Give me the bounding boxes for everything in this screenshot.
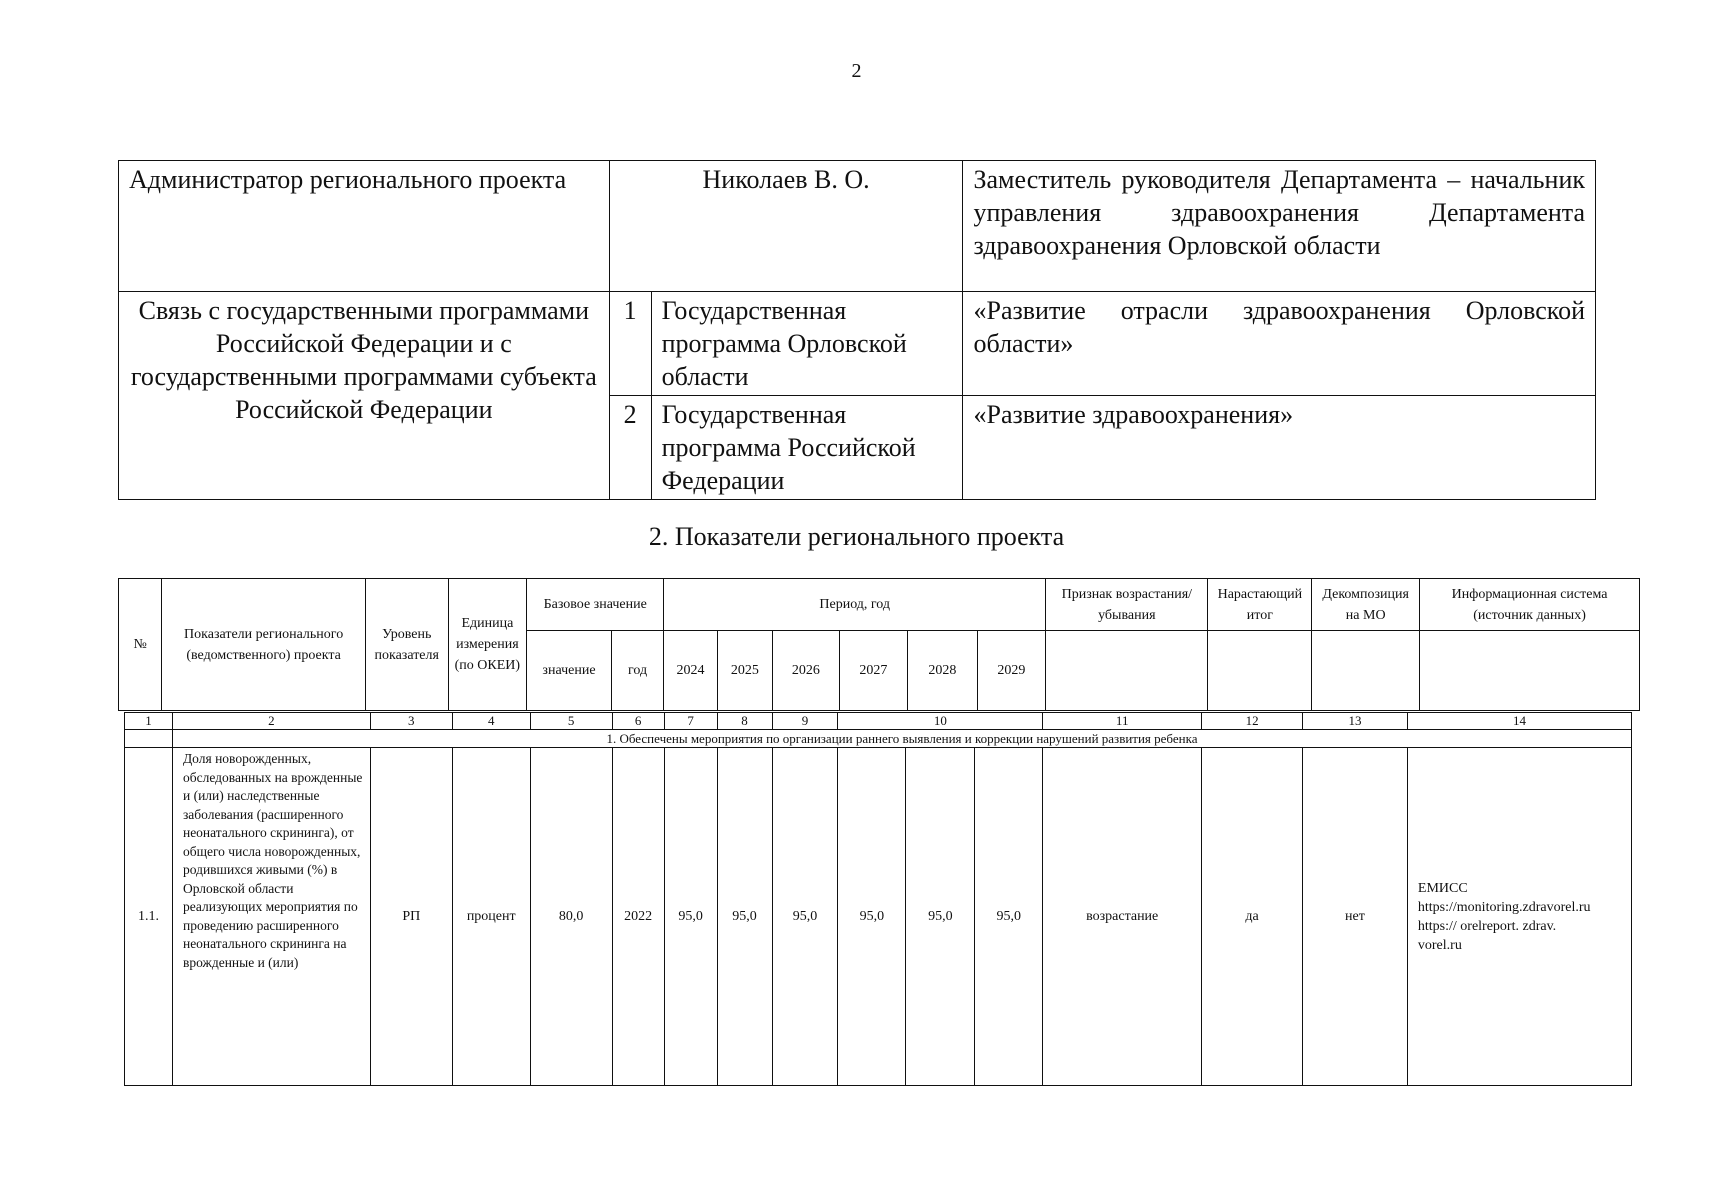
header-empty [1420, 631, 1640, 711]
header-empty [1208, 631, 1312, 711]
row-number: 1.1. [125, 748, 173, 1086]
header-growth-sign: Признак возрастания/убывания [1046, 579, 1208, 631]
column-number: 7 [664, 713, 717, 730]
program-type: Государственная программа Российской Федерации [651, 396, 963, 500]
project-info-table [118, 160, 1596, 500]
indicator-level: РП [370, 748, 452, 1086]
year-value: 95,0 [772, 748, 838, 1086]
year-value: 95,0 [906, 748, 975, 1086]
header-year: 2024 [664, 631, 717, 711]
header-empty [1312, 631, 1420, 711]
program-name: «Развитие здравоохранения» [963, 396, 1596, 500]
year-value: 95,0 [664, 748, 717, 1086]
indicators-body-table [124, 712, 1632, 1086]
column-number: 1 [125, 713, 173, 730]
admin-position: Заместитель руководителя Департамента – начальник управления здравоохранения Департамента здравоохранения Орловской области [963, 161, 1596, 292]
cumulative: да [1202, 748, 1303, 1086]
indicators-header-table [118, 578, 1640, 711]
column-number: 2 [172, 713, 370, 730]
program-type: Государственная программа Орловской области [651, 292, 963, 396]
column-number: 3 [370, 713, 452, 730]
column-number: 11 [1043, 713, 1202, 730]
section-title: 2. Показатели регионального проекта [648, 522, 1065, 551]
header-year: 2026 [773, 631, 840, 711]
column-number: 8 [717, 713, 772, 730]
links-label: Связь с государственными программами Российской Федерации и с государственными программами субъекта Российской Федерации [119, 292, 610, 500]
source-line: https:// orelreport. zdrav. [1417, 918, 1557, 934]
header-base-value-value: значение [527, 631, 612, 711]
header-year: 2027 [839, 631, 908, 711]
source-line: vorel.ru [1417, 937, 1462, 953]
year-value: 95,0 [975, 748, 1043, 1086]
header-year: 2025 [717, 631, 772, 711]
year-value: 95,0 [717, 748, 772, 1086]
indicator-name: Доля новорожденных, обследованных на врожденные и (или) наследственные заболевания (расширенного неонатального скрининга), от общего числа новорожденных, родившихся живыми (%) в Орловской области реализующих мероприятия по проведению расширенного неонатального скрининга на врожденные и (или) [172, 748, 370, 1086]
growth-sign: возрастание [1043, 748, 1202, 1086]
header-number: № [119, 579, 162, 711]
header-info-system: Информационная система (источник данных) [1420, 579, 1640, 631]
base-year: 2022 [612, 748, 664, 1086]
base-value: 80,0 [530, 748, 612, 1086]
header-level: Уровень показателя [365, 579, 448, 711]
header-unit: Единица измерения (по ОКЕИ) [448, 579, 527, 711]
header-year: 2028 [908, 631, 978, 711]
column-number: 10 [838, 713, 1043, 730]
header-base-value: Базовое значение [527, 579, 664, 631]
header-period: Период, год [664, 579, 1046, 631]
header-indicator: Показатели регионального (ведомственного) проекта [162, 579, 366, 711]
header-empty [1046, 631, 1208, 711]
source-line: ЕМИСС [1417, 880, 1468, 896]
program-number: 2 [609, 396, 651, 500]
source-line: https://monitoring.zdravorel.ru [1417, 899, 1591, 915]
header-decomposition: Декомпозиция на МО [1312, 579, 1420, 631]
indicator-unit: процент [452, 748, 530, 1086]
admin-label: Администратор регионального проекта [119, 161, 610, 292]
column-number: 6 [612, 713, 664, 730]
header-cumulative: Нарастающий итог [1208, 579, 1312, 631]
header-year: 2029 [977, 631, 1046, 711]
decomposition: нет [1303, 748, 1408, 1086]
program-number: 1 [609, 292, 651, 396]
admin-name: Николаев В. О. [609, 161, 963, 292]
program-name: «Развитие отрасли здравоохранения Орловской области» [963, 292, 1596, 396]
header-base-value-year: год [611, 631, 663, 711]
data-source [1407, 748, 1631, 1086]
year-value: 95,0 [838, 748, 906, 1086]
column-number: 14 [1407, 713, 1631, 730]
section-row-title: 1. Обеспечены мероприятия по организации раннего выявления и коррекции нарушений развития ребенка [172, 730, 1631, 748]
column-number: 5 [530, 713, 612, 730]
column-number: 4 [452, 713, 530, 730]
column-number: 9 [772, 713, 838, 730]
page-number: 2 [851, 60, 862, 82]
section-row-empty [125, 730, 173, 748]
column-number: 13 [1303, 713, 1408, 730]
column-number: 12 [1202, 713, 1303, 730]
